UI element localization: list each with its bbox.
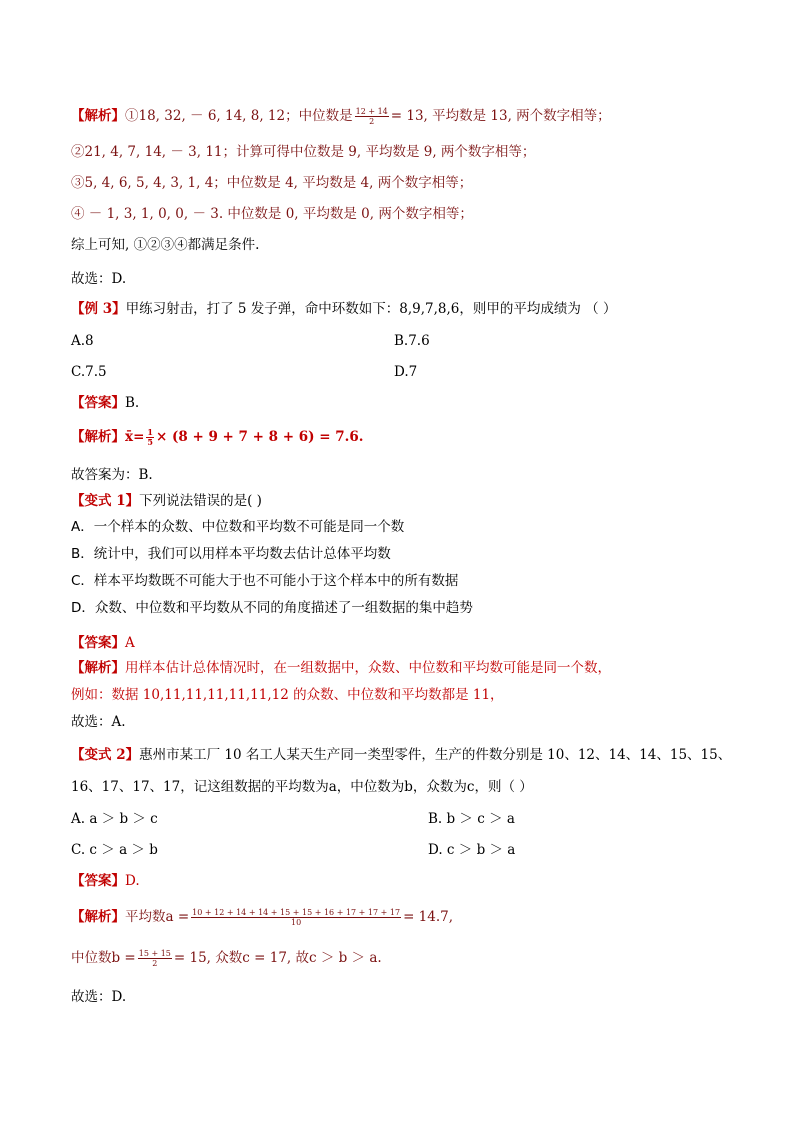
fraction (138, 949, 172, 968)
final-answer: 故选：D. (71, 271, 127, 287)
answer-value: D. (125, 873, 140, 889)
solution-line-2: ②21, 4, 7, 14, － 3, 11；计算可得中位数是 9, 平均数是 9, 两个数字相等； (71, 144, 536, 160)
fraction-numerator: 1 (147, 427, 153, 437)
option-d: D.7 (394, 364, 418, 380)
final-answer-text: 故选：A. (71, 714, 126, 730)
solution-tag: 【解析】 (71, 108, 125, 124)
option-b: B.7.6 (394, 333, 430, 349)
fraction (355, 107, 389, 126)
fraction-denominator: 2 (152, 959, 158, 968)
solution-text: = 15, 众数c = 17, 故c ＞ b ＞ a. (173, 950, 382, 966)
fraction-denominator: 10 (291, 918, 302, 927)
option-b: B．统计中，我们可以用样本平均数去估计总体平均数 (71, 546, 391, 562)
option-d: D．众数、中位数和平均数从不同的角度描述了一组数据的集中趋势 (71, 600, 473, 616)
solution-tag: 【解析】 (71, 909, 125, 925)
solution-line-1 (71, 107, 611, 126)
variant-1-question (71, 492, 262, 510)
answer-tag: 【答案】 (71, 873, 125, 889)
fraction-numerator: 12 + 14 (355, 107, 388, 116)
answer-line (71, 634, 135, 652)
solution-text: 中位数b = (71, 950, 136, 966)
solution-tag: 【解析】 (71, 429, 125, 445)
solution-line-1 (71, 659, 611, 677)
fraction-numerator: 10 + 12 + 14 + 14 + 15 + 15 + 16 + 17 + 17 + 17 (192, 908, 401, 917)
option-c: C.7.5 (71, 364, 107, 380)
option-a: A. a ＞ b ＞ c (71, 811, 158, 827)
answer-value: A (125, 635, 135, 651)
final-answer (71, 713, 126, 731)
answer-line (71, 872, 140, 890)
question-text: 甲练习射击，打了 5 发子弹，命中环数如下：8,9,7,8,6，则甲的平均成绩为 （ ） (125, 301, 617, 317)
answer-tag: 【答案】 (71, 395, 125, 411)
final-answer: 故选：D. (71, 989, 127, 1005)
answer-tag: 【答案】 (71, 635, 125, 651)
solution-text: ①18, 32, － 6, 14, 8, 12；中位数是 (125, 108, 353, 124)
variant-2-question-line-2: 16、17、17、17，记这组数据的平均数为a，中位数为b，众数为c，则（ ） (71, 779, 533, 795)
solution-tag: 【解析】 (71, 660, 125, 676)
option-a: A.8 (71, 333, 94, 349)
x-bar: x̄ (125, 429, 134, 445)
variant-2-question-line-1 (71, 746, 731, 764)
option-a: A．一个样本的众数、中位数和平均数不可能是同一个数 (71, 519, 405, 535)
question-text: 惠州市某工厂 10 名工人某天生产同一类型零件，生产的件数分别是 10、12、14、14、15、15、 (139, 747, 732, 763)
fraction (191, 908, 401, 927)
question-text: 下列说法错误的是( ) (139, 493, 262, 509)
option-d: D. c ＞ b ＞ a (428, 842, 516, 858)
equals: = (133, 429, 145, 445)
fraction-denominator: 2 (369, 117, 375, 126)
solution-text: 用样本估计总体情况时，在一组数据中，众数、中位数和平均数可能是同一个数， (125, 660, 611, 676)
solution-line-2: 例如：数据 10,11,11,11,11,11,12 的众数、中位数和平均数都是 11， (71, 687, 504, 703)
solution-text: = 13, 平均数是 13, 两个数字相等； (390, 108, 611, 124)
example-tag: 【例 3】 (71, 301, 126, 317)
solution-line-3: ③5, 4, 6, 5, 4, 3, 1, 4；中位数是 4, 平均数是 4, 两个数字相等； (71, 175, 473, 191)
final-answer: 故答案为：B. (71, 467, 153, 483)
answer-line (71, 394, 139, 412)
solution-expression: × (8 + 9 + 7 + 8 + 6) = 7.6. (155, 429, 364, 445)
solution-line-1 (71, 908, 453, 927)
solution-text: 平均数a = (125, 909, 190, 925)
solution-line-4: ④ － 1, 3, 1, 0, 0, － 3. 中位数是 0, 平均数是 0, 两个数字相等； (71, 206, 473, 222)
summary-line: 综上可知, ①②③④都满足条件. (71, 237, 260, 253)
fraction (146, 428, 154, 447)
option-c: C. c ＞ a ＞ b (71, 842, 158, 858)
fraction-numerator: 15 + 15 (138, 949, 171, 958)
option-b: B. b ＞ c ＞ a (428, 811, 515, 827)
solution-line-2 (71, 949, 382, 968)
answer-value: B. (125, 395, 140, 411)
variant-tag: 【变式 2】 (71, 747, 140, 763)
solution-line (71, 428, 363, 447)
solution-text: = 14.7, (403, 909, 454, 925)
option-c: C．样本平均数既不可能大于也不可能小于这个样本中的所有数据 (71, 573, 459, 589)
fraction-denominator: 5 (147, 437, 153, 447)
variant-tag: 【变式 1】 (71, 493, 140, 509)
example-3-question (71, 300, 616, 318)
